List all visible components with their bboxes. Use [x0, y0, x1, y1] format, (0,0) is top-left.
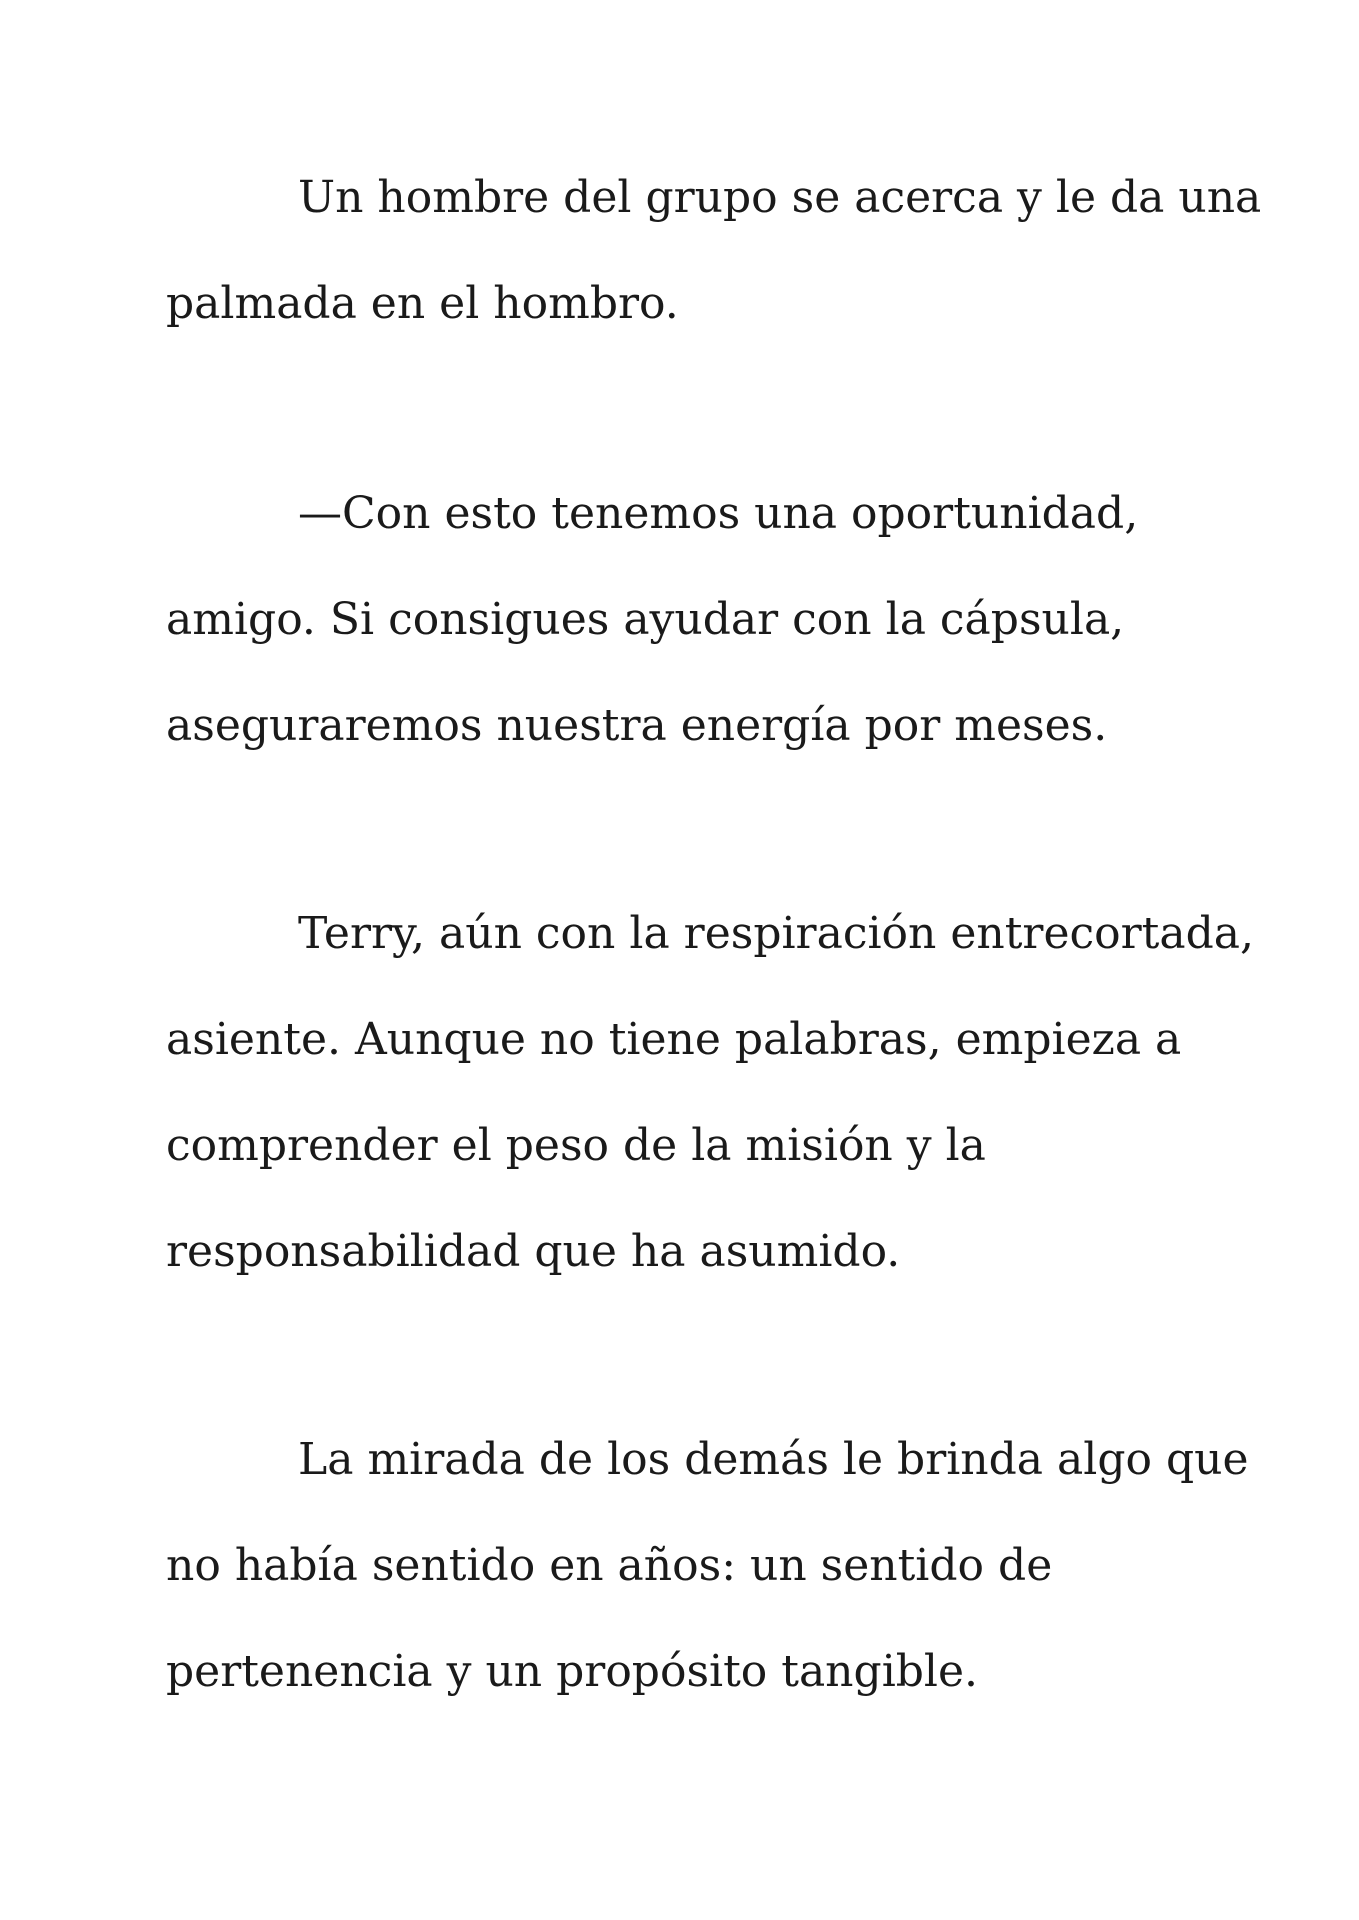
paragraph-3-line-2: asiente. Aunque no tiene palabras, empieza a — [166, 1014, 1182, 1065]
paragraph-1-line-1: Un hombre del grupo se acerca y le da una — [298, 172, 1262, 223]
paragraph-3-line-3: comprender el peso de la misión y la — [166, 1120, 986, 1171]
paragraph-2-line-1: —Con esto tenemos una oportunidad, — [298, 488, 1139, 539]
paragraph-3-line-4: responsabilidad que ha asumido. — [166, 1226, 901, 1277]
paragraph-4-line-3: pertenencia y un propósito tangible. — [166, 1646, 979, 1697]
paragraph-3-line-1: Terry, aún con la respiración entrecortada, — [298, 908, 1254, 959]
paragraph-1-line-2: palmada en el hombro. — [166, 278, 679, 329]
paragraph-2-line-2: amigo. Si consigues ayudar con la cápsula, — [166, 594, 1125, 645]
paragraph-4-line-2: no había sentido en años: un sentido de — [166, 1540, 1053, 1591]
paragraph-4-line-1: La mirada de los demás le brinda algo que — [298, 1434, 1249, 1485]
paragraph-2-line-3: aseguraremos nuestra energía por meses. — [166, 700, 1108, 751]
